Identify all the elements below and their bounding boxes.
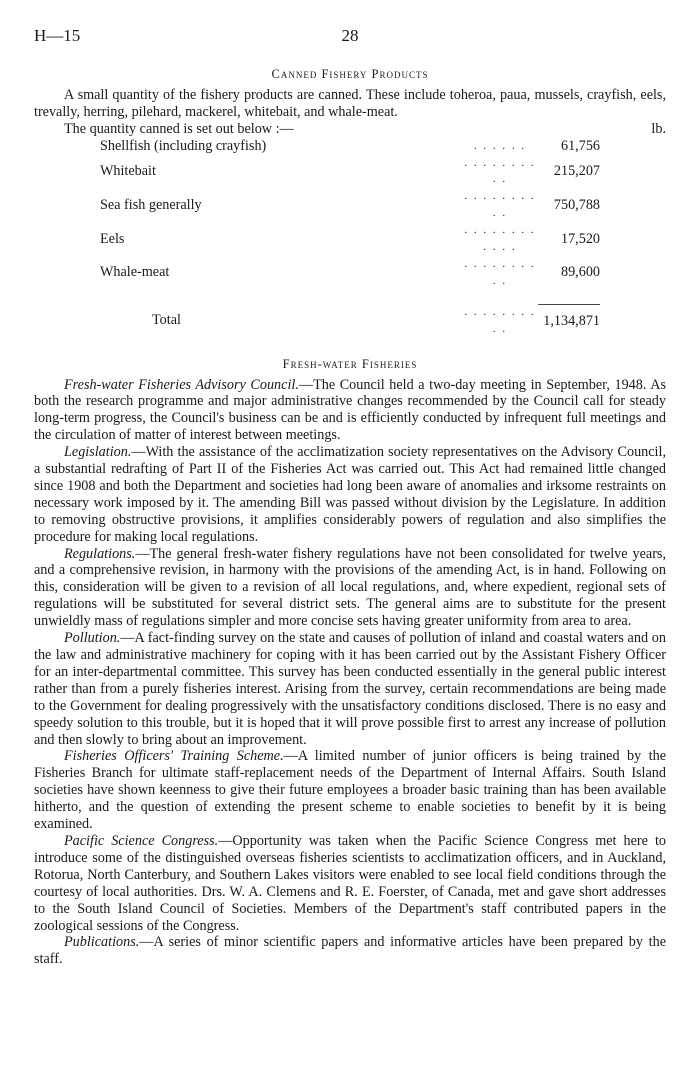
paragraph-title: Legislation. bbox=[64, 444, 132, 461]
page-number: 28 bbox=[341, 26, 359, 45]
paragraph-science-congress bbox=[34, 833, 666, 934]
table-row bbox=[100, 138, 600, 155]
leader-dots: . . . . . . . . . . bbox=[464, 190, 536, 220]
leader-dots: . . . . . . . . . . . . bbox=[464, 224, 536, 254]
paragraph-text: —With the assistance of the acclimatization society representatives on the Advisory Council, a substantial redrafting of Part II of the Fisheries Act was carried out. This Act had remained little changed since 1908 and both the Department and societies had long been aware of anomalies and irksome restraints on necessary work imposed by it. The amending Bill was passed without division by the Legislature. In addition to removing obstructive provisions, it amplifies considerably powers of regulation and also simplifies the procedure for making local regulations. bbox=[34, 444, 666, 545]
row-value: 17,520 bbox=[560, 230, 600, 247]
paragraph-regulations bbox=[34, 546, 666, 631]
paragraph-text: —Opportunity was taken when the Pacific Science Congress met here to introduce some of the distinguished overseas fisheries scientists to acclimatization officers, and in Auckland, Rotorua, North Canterbury, and Southern Lakes visitors were enabled to see local field conditions through the courtesy of local authorities. Drs. W. A. Clemens and R. E. Foerster, of Canada, met and gave short addresses to the South Island Council of Societies. Members of the Department's staff contributed papers in the zoological sessions of the Congress. bbox=[34, 832, 666, 934]
row-item: Sea fish generally bbox=[100, 196, 202, 213]
leader-dots: . . . . . . . . . . bbox=[464, 305, 536, 335]
total-value: 1,134,871 bbox=[543, 312, 600, 329]
freshwater-section-heading: Fresh-water Fisheries bbox=[282, 356, 418, 371]
total-row bbox=[100, 290, 600, 338]
paragraph-text: —A fact-finding survey on the state and causes of pollution of inland and coastal waters and on the law and administrative machinery for coping with it has been carried out by the Assistant Fishery Officer for an inter-departmental committee. This survey has been conducted essentially in the general public interest rather than from a purely fisheries interest. Arising from the survey, certain recommendations are being made to the Government for dealing progressively with the unsatisfactory conditions disclosed. There is no easy and speedy solution to this trouble, but it is hoped that it will prove possible first to arrest any increase of pollution and then slowly to bring about an improvement. bbox=[34, 630, 666, 748]
paragraph-legislation bbox=[34, 444, 666, 545]
paragraph-title: Pacific Science Congress. bbox=[64, 832, 219, 849]
leader-dots: . . . . . . . . . . bbox=[464, 257, 536, 287]
paragraph-title: Regulations. bbox=[64, 545, 136, 562]
canned-section-heading: Canned Fishery Products bbox=[271, 67, 429, 81]
row-value: 750,788 bbox=[553, 196, 600, 213]
paragraph-text: —The general fresh-water fishery regulations have not been consolidated for twelve years, and a comprehensive revision, in harmony with the provisions of the amending Act, is in hand. Following on this, consideration will be given to a revision of all local regulations, and, where expedient, regional sets of regulations will be substituted for several district sets. The general aims are to substitute for the present unwieldly mass of regulations simpler and more concise sets having greater uniformity from area to area. bbox=[34, 545, 666, 630]
paragraph-title: Pollution. bbox=[64, 630, 121, 647]
table-row bbox=[100, 188, 600, 222]
leader-dots: . . . . . . bbox=[473, 139, 527, 152]
paragraph-pollution bbox=[34, 630, 666, 748]
total-label: Total bbox=[152, 312, 181, 329]
canned-intro: A small quantity of the fishery products are canned. These include toheroa, paua, mussels, crayfish, eels, trevally, herring, pilehard, mackerel, whitebait, and whale-meat. bbox=[34, 86, 666, 120]
row-item: Whitebait bbox=[100, 162, 156, 179]
paragraph-title: Fisheries Officers' Training Scheme. bbox=[64, 748, 284, 765]
row-value: 215,207 bbox=[553, 162, 600, 179]
table-row bbox=[100, 256, 600, 290]
page-header bbox=[34, 26, 666, 46]
canned-intro-last bbox=[34, 121, 666, 138]
canned-quantity-table bbox=[100, 138, 600, 338]
table-row bbox=[100, 155, 600, 189]
paragraph-text: —The Council held a two-day meeting in September, 1948. As both the research programme and major administrative changes recommended by the Council call for steady long-term progress, the Council's business can be and is efficiently conducted by infrequent full meetings and the circulation of matter of interest between meetings. bbox=[34, 376, 666, 444]
row-item: Whale-meat bbox=[100, 264, 170, 281]
paragraph-title: Publications. bbox=[64, 934, 140, 951]
table-row bbox=[100, 222, 600, 256]
paragraph-advisory-council bbox=[34, 377, 666, 445]
paragraph-text: —A limited number of junior officers is being trained by the Fisheries Branch for ultimate staff-replacement needs of the Department of Internal Affairs. South Island societies have shown keenness to give their future employees a broader basic training than has been available hitherto, and the question of extending the present scheme to enable societies to benefit by it is being examined. bbox=[34, 748, 666, 833]
row-item: Shellfish (including crayfish) bbox=[100, 137, 267, 154]
row-value: 61,756 bbox=[560, 137, 600, 154]
leader-dots: . . . . . . . . . . bbox=[464, 156, 536, 186]
total-cell bbox=[538, 290, 600, 338]
document-reference: H—15 bbox=[34, 26, 81, 45]
paragraph-text: —A series of minor scientific papers and informative articles have been prepared by the staff. bbox=[34, 934, 666, 968]
total-rule bbox=[538, 304, 600, 305]
section-gap bbox=[34, 338, 666, 356]
paragraph-title: Fresh-water Fisheries Advisory Council. bbox=[64, 376, 299, 393]
paragraph-training-scheme bbox=[34, 748, 666, 833]
page-body bbox=[34, 66, 666, 968]
unit-label: lb. bbox=[651, 120, 666, 137]
paragraph-publications bbox=[34, 934, 666, 968]
canned-intro-last-text: The quantity canned is set out below :— bbox=[64, 120, 294, 137]
row-value: 89,600 bbox=[560, 264, 600, 281]
row-item: Eels bbox=[100, 230, 125, 247]
